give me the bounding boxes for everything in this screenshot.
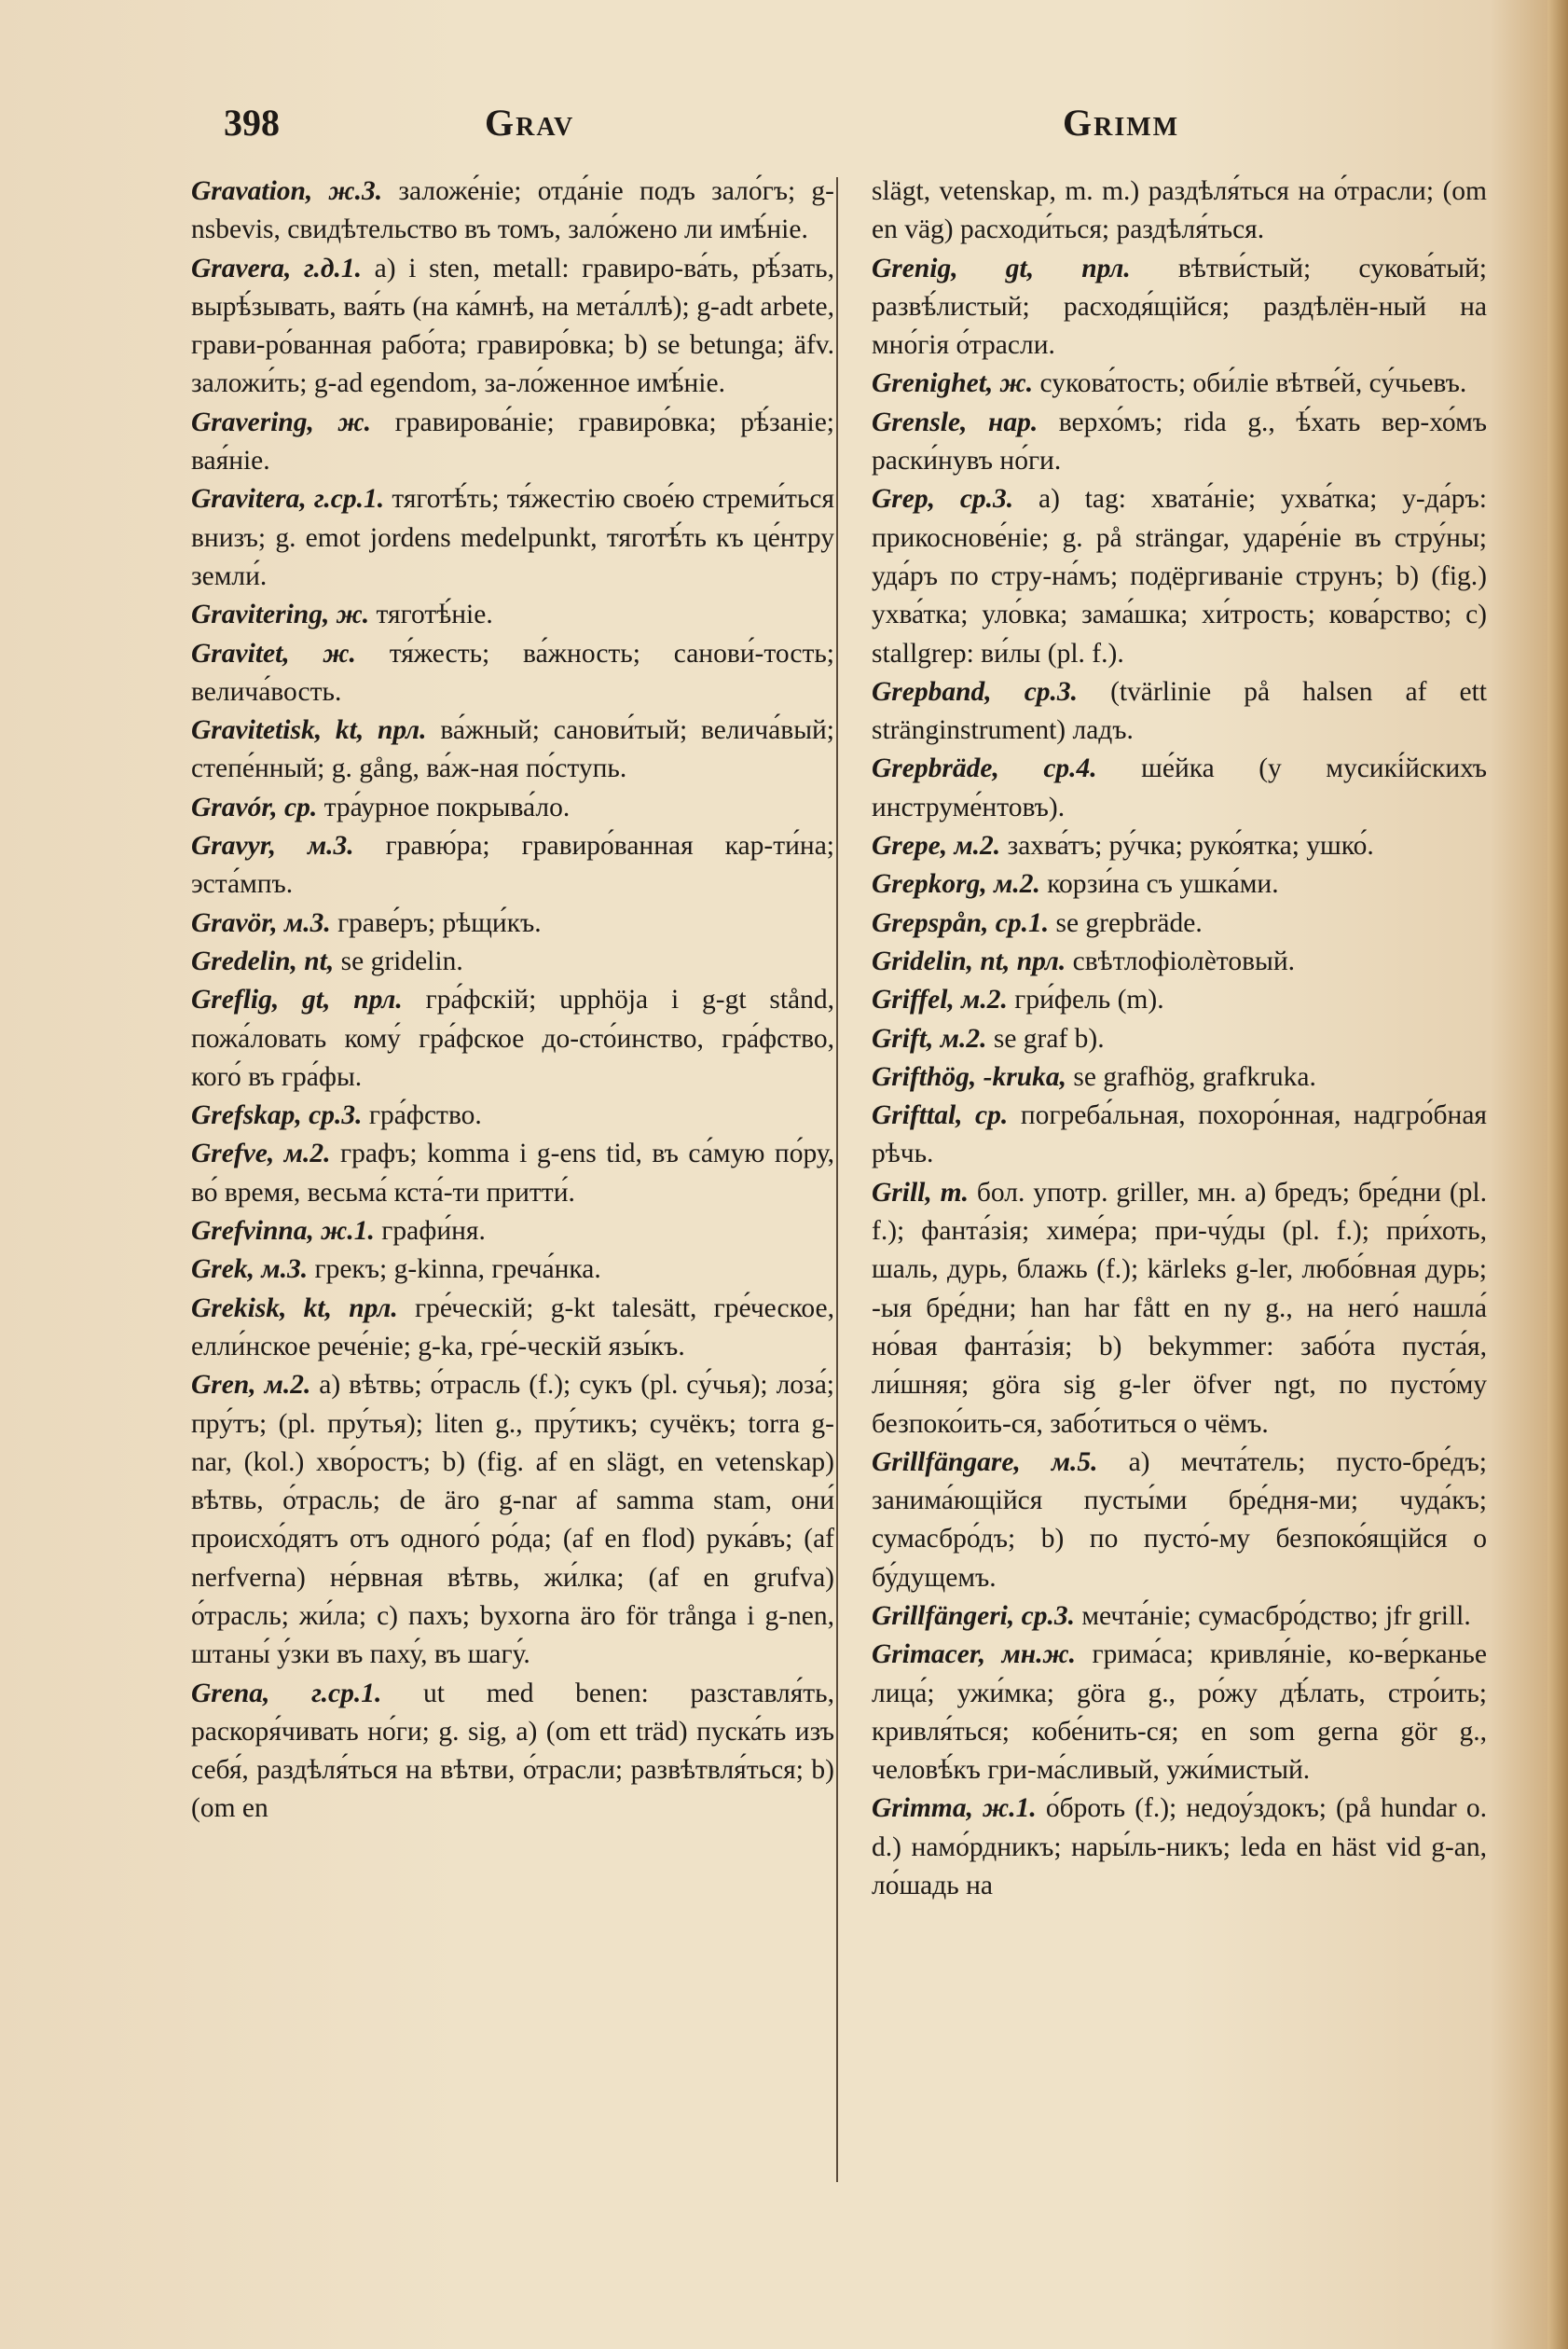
entry-headword: Grep, ср.3. xyxy=(872,484,1014,515)
dictionary-entry xyxy=(872,1789,1487,1905)
entry-definition: вѣтви́стый; сукова́тый; развѣ́листый; расходя́щійся; раздѣлён-ный на мно́гія о́трасли. xyxy=(872,253,1487,361)
entry-definition: se graf b). xyxy=(986,1023,1105,1054)
dictionary-entry xyxy=(191,1212,834,1250)
entry-headword: Gravitera, г.ср.1. xyxy=(191,484,385,515)
entry-definition: тра́урное покрыва́ло. xyxy=(317,792,571,822)
entry-headword: Grepe, м.2. xyxy=(872,831,1001,862)
entry-definition: тяготѣ́ть; тя́жестію свое́ю стреми́ться внизъ; g. emot jordens medelpunkt, тяготѣ́ть къ це́нтру земли́. xyxy=(191,484,834,591)
entry-definition: a) i sten, metall: гравиро-ва́ть, рѣ́зать, вырѣ́зывать, вая́ть (на ка́мнѣ, на мета́ллѣ); g-adt arbete, грави-ро́ванная рабо́та; гравиро́вка; b) se betunga; äfv. заложи́ть; g-ad egendom, за-ло́женное имѣ́ніе. xyxy=(191,253,834,399)
entry-definition: погреба́льная, похоро́нная, надгро́бная рѣчь. xyxy=(872,1100,1487,1169)
column-divider xyxy=(836,177,838,2182)
entry-headword: Gravitering, ж. xyxy=(191,600,370,630)
entry-headword: Greflig, gt, прл. xyxy=(191,985,403,1016)
dictionary-entry xyxy=(872,1597,1487,1636)
entry-definition: грекъ; g-kinna, греча́нка. xyxy=(308,1254,601,1285)
entry-headword: Grefvinna, ж.1. xyxy=(191,1216,375,1247)
entry-definition: верхо́мъ; rida g., ѣ́хать вер-хо́мъ раски́нувъ но́ги. xyxy=(872,407,1487,477)
page-edge xyxy=(1547,0,1568,2349)
dictionary-entry xyxy=(191,943,834,981)
entry-definition: бол. употр. griller, мн. a) бредъ; бре́дни (pl. f.); фанта́зія; химе́ра; при-чу́ды (pl. f.); при́хоть, шаль, дурь, блажь (f.); kärleks g-ler, любо́вная дурь; -ыя бре́дни; han har fått en ny g., на него́ нашла́ но́вая фанта́зія; b) bekymmer: забо́та пуста́я, ли́шняя; göra sig g-ler öfver ngt, по пусто́му безпоко́ить-ся, забо́титься о чёмъ. xyxy=(872,1177,1487,1439)
entry-headword: Grensle, нар. xyxy=(872,407,1038,437)
entry-headword: Grekisk, kt, прл. xyxy=(191,1292,398,1323)
running-header xyxy=(224,101,1464,157)
left-column xyxy=(191,173,834,1829)
dictionary-entry xyxy=(191,1290,834,1367)
dictionary-entry xyxy=(191,596,834,634)
dictionary-entry xyxy=(872,1174,1487,1444)
entry-definition: гре́ческій; g-kt talesätt, гре́ческое, елли́нское рече́ніе; g-ka, гре́-ческій язы́къ. xyxy=(191,1292,834,1361)
entry-headword: Gravera, г.д.1. xyxy=(191,253,363,283)
entry-headword: Grek, м.3. xyxy=(191,1254,309,1285)
dictionary-entry xyxy=(872,1058,1487,1097)
entry-definition: a) вѣтвь; о́трасль (f.); сукъ (pl. су́чья); лоза́; пру́тъ; (pl. пру́тья); liten g., пру́тикъ; сучёкъ; torra g-nar, (kol.) хво́ростъ; b) (fig. af en slägt, en vetenskap) вѣтвь, о́трасль; de äro g-nar af samma stam, они́ происхо́дятъ отъ одного́ ро́да; (af en flod) рука́въ; (af nerfverna) не́рвная вѣтвь, жи́лка; (af en grufva) о́трасль; жи́ла; c) пахъ; byxorna äro för trånga i g-nen, штаны́ у́зки въ паху́, въ шагу́. xyxy=(191,1370,834,1670)
dictionary-entry xyxy=(191,480,834,596)
entry-definition: ва́жный; санови́тый; велича́вый; степе́нный; g. gång, ва́ж-ная по́ступь. xyxy=(191,715,835,784)
entry-definition: тя́жесть; ва́жность; санови́-тость; велича́вость. xyxy=(191,638,834,707)
entry-definition: se grepbräde. xyxy=(1049,907,1203,938)
entry-definition: (tvärlinie på halsen af ett stränginstrument) ладъ. xyxy=(872,676,1487,746)
dictionary-entry xyxy=(872,480,1487,672)
entry-headword: Grenighet, ж. xyxy=(872,368,1034,399)
entry-headword: Gridelin, nt, прл. xyxy=(872,946,1066,976)
entry-headword: Grillfängeri, ср.3. xyxy=(872,1600,1075,1631)
entry-definition: мечта́ніе; сумасбро́дство; jfr grill. xyxy=(1074,1600,1471,1631)
entry-headword: Grepband, ср.3. xyxy=(872,676,1079,707)
entry-headword: Grimacer, мн.ж. xyxy=(872,1639,1077,1670)
entry-definition: свѣтлофіолѐтовый. xyxy=(1066,946,1295,976)
entry-definition: ше́йка (у мусикі́йскихъ инструме́нтовъ). xyxy=(872,753,1488,822)
entry-headword: Grepspån, ср.1. xyxy=(872,907,1050,938)
dictionary-entry xyxy=(191,1675,834,1829)
entry-definition: a) tag: хвата́ніе; ухва́тка; у-да́ръ: прикоснове́ніе; g. på strängar, ударе́ніе въ стру́ны; уда́ръ по стру-на́мъ; подёргиваніе струнъ; b) (fig.) ухва́тка; уло́вка; зама́шка; хи́трость; кова́рство; c) stallgrep: ви́лы (pl. f.). xyxy=(872,484,1487,669)
entry-headword: Grillfängare, м.5. xyxy=(872,1446,1098,1477)
entry-headword: Gravyr, м.3. xyxy=(191,831,354,862)
dictionary-entry xyxy=(872,1097,1487,1174)
entry-headword: Grepkorg, м.2. xyxy=(872,869,1040,900)
entry-definition: грима́са; кривля́ніе, ко-ве́рканье лица́; ужи́мка; göra g., ро́жу дѣ́лать, стро́ить; кривля́ться; кобе́нить-ся; en som gerna gör g., человѣ́къ гри-ма́сливый, ужи́мистый. xyxy=(872,1639,1487,1786)
dictionary-entry xyxy=(872,827,1487,865)
dictionary-entry xyxy=(191,905,834,943)
entry-definition: о́броть (f.); недоу́здокъ; (på hundar o. d.) намо́рдникъ; нары́ль-никъ; leda en häst vid g-an, ло́шадь на xyxy=(872,1793,1487,1901)
dictionary-entry xyxy=(872,1444,1487,1597)
entry-headword: Grimma, ж.1. xyxy=(872,1793,1037,1824)
entry-headword: Grift, м.2. xyxy=(872,1023,987,1054)
dictionary-entry xyxy=(872,865,1487,904)
dictionary-entry xyxy=(191,635,834,712)
dictionary-entry xyxy=(191,1135,834,1212)
right-column xyxy=(872,173,1487,1905)
dictionary-entry xyxy=(872,943,1487,981)
dictionary-entry xyxy=(872,365,1487,403)
entry-headword: Gravation, ж.3. xyxy=(191,176,383,206)
dictionary-entry xyxy=(191,712,834,789)
entry-definition: se grafhög, grafkruka. xyxy=(1066,1061,1316,1092)
entry-headword: Grepbräde, ср.4. xyxy=(872,753,1097,784)
dictionary-entry xyxy=(872,981,1487,1019)
entry-headword: Gravitetisk, kt, прл. xyxy=(191,715,427,746)
entry-definition: гравирова́ніе; гравиро́вка; рѣ́заніе; вая́ніе. xyxy=(191,407,834,477)
entry-definition: тяготѣ́ніе. xyxy=(369,600,493,630)
entry-definition: сукова́тость; оби́ліе вѣтве́й, су́чьевъ. xyxy=(1033,368,1467,399)
dictionary-entry xyxy=(872,173,1487,250)
dictionary-entry xyxy=(872,673,1487,751)
right-guide-word: Grimm xyxy=(1063,102,1180,144)
dictionary-entry xyxy=(191,1097,834,1135)
dictionary-entry xyxy=(191,789,834,827)
page-number: 398 xyxy=(224,102,280,144)
entry-headword: Grill, m. xyxy=(872,1177,969,1208)
entry-definition: заложе́ніе; отда́ніе подъ зало́гъ; g-nsbevis, свидѣтельство въ томъ, зало́жено ли имѣ́ніе. xyxy=(191,176,834,245)
entry-headword: Gravór, ср. xyxy=(191,792,318,822)
dictionary-entry xyxy=(191,404,834,481)
entry-definition: граве́ръ; рѣщи́къ. xyxy=(330,907,542,938)
entry-headword: Grifthög, -kruka, xyxy=(872,1061,1066,1092)
left-guide-word: Grav xyxy=(485,102,575,144)
entry-headword: Grenig, gt, прл. xyxy=(872,253,1131,283)
entry-definition: гра́фство. xyxy=(362,1100,482,1131)
entry-definition: a) мечта́тель; пусто-бре́дъ; занима́ющійся пусты́ми бре́дня-ми; чуда́къ; сумасбро́дъ; b) по пусто́-му безпоко́ящійся о бу́дущемъ. xyxy=(872,1446,1487,1593)
entry-definition: ut med benen: разставля́ть, раскоря́чивать но́ги; g. sig, a) (om ett träd) пуска́ть изъ себя́, раздѣля́ться на вѣтви, о́трасли; развѣтвля́ться; b) (om en xyxy=(191,1678,834,1824)
entry-definition: se gridelin. xyxy=(334,946,463,976)
entry-definition: графи́ня. xyxy=(374,1216,486,1247)
dictionary-entry xyxy=(872,750,1487,827)
dictionary-entry xyxy=(872,1636,1487,1789)
dictionary-entry xyxy=(872,404,1487,481)
entry-definition: графъ; komma i g-ens tid, въ са́мую по́ру, во́ время, весьма́ кста́-ти притти́. xyxy=(191,1139,834,1208)
dictionary-entry xyxy=(191,1366,834,1674)
entry-headword: Gravering, ж. xyxy=(191,407,372,437)
entry-definition: захва́тъ; ру́чка; руко́ятка; ушко́. xyxy=(1000,831,1374,862)
entry-headword: Gredelin, nt, xyxy=(191,946,335,976)
dictionary-entry xyxy=(191,981,834,1097)
entry-definition: гра́фскій; upphöja i g-gt stånd, пожа́ловать кому́ гра́фское до-сто́инство, гра́фство, кого́ въ гра́фы. xyxy=(191,985,834,1092)
entry-headword: Grena, г.ср.1. xyxy=(191,1678,382,1708)
entry-headword: Gravitet, ж. xyxy=(191,638,356,669)
dictionary-entry xyxy=(191,827,834,905)
dictionary-entry xyxy=(191,1250,834,1289)
entry-headword: Grefve, м.2. xyxy=(191,1139,331,1169)
dictionary-entry xyxy=(191,250,834,404)
entry-headword: Gren, м.2. xyxy=(191,1370,311,1401)
dictionary-entry xyxy=(191,173,834,250)
dictionary-entry xyxy=(872,1020,1487,1058)
dictionary-entry xyxy=(872,905,1487,943)
entry-definition: slägt, vetenskap, m. m.) раздѣля́ться на о́трасли; (om en väg) расходи́ться; раздѣля́ться. xyxy=(872,176,1487,245)
entry-headword: Griffel, м.2. xyxy=(872,985,1008,1016)
entry-headword: Grifttal, ср. xyxy=(872,1100,1009,1131)
dictionary-entry xyxy=(872,250,1487,366)
entry-definition: гри́фель (m). xyxy=(1007,985,1164,1016)
entry-headword: Grefskap, ср.3. xyxy=(191,1100,363,1131)
entry-definition: гравю́ра; гравиро́ванная кар-ти́на; эста́мпъ. xyxy=(191,831,834,900)
entry-headword: Gravör, м.3. xyxy=(191,907,331,938)
entry-definition: корзи́на съ ушка́ми. xyxy=(1039,869,1279,900)
